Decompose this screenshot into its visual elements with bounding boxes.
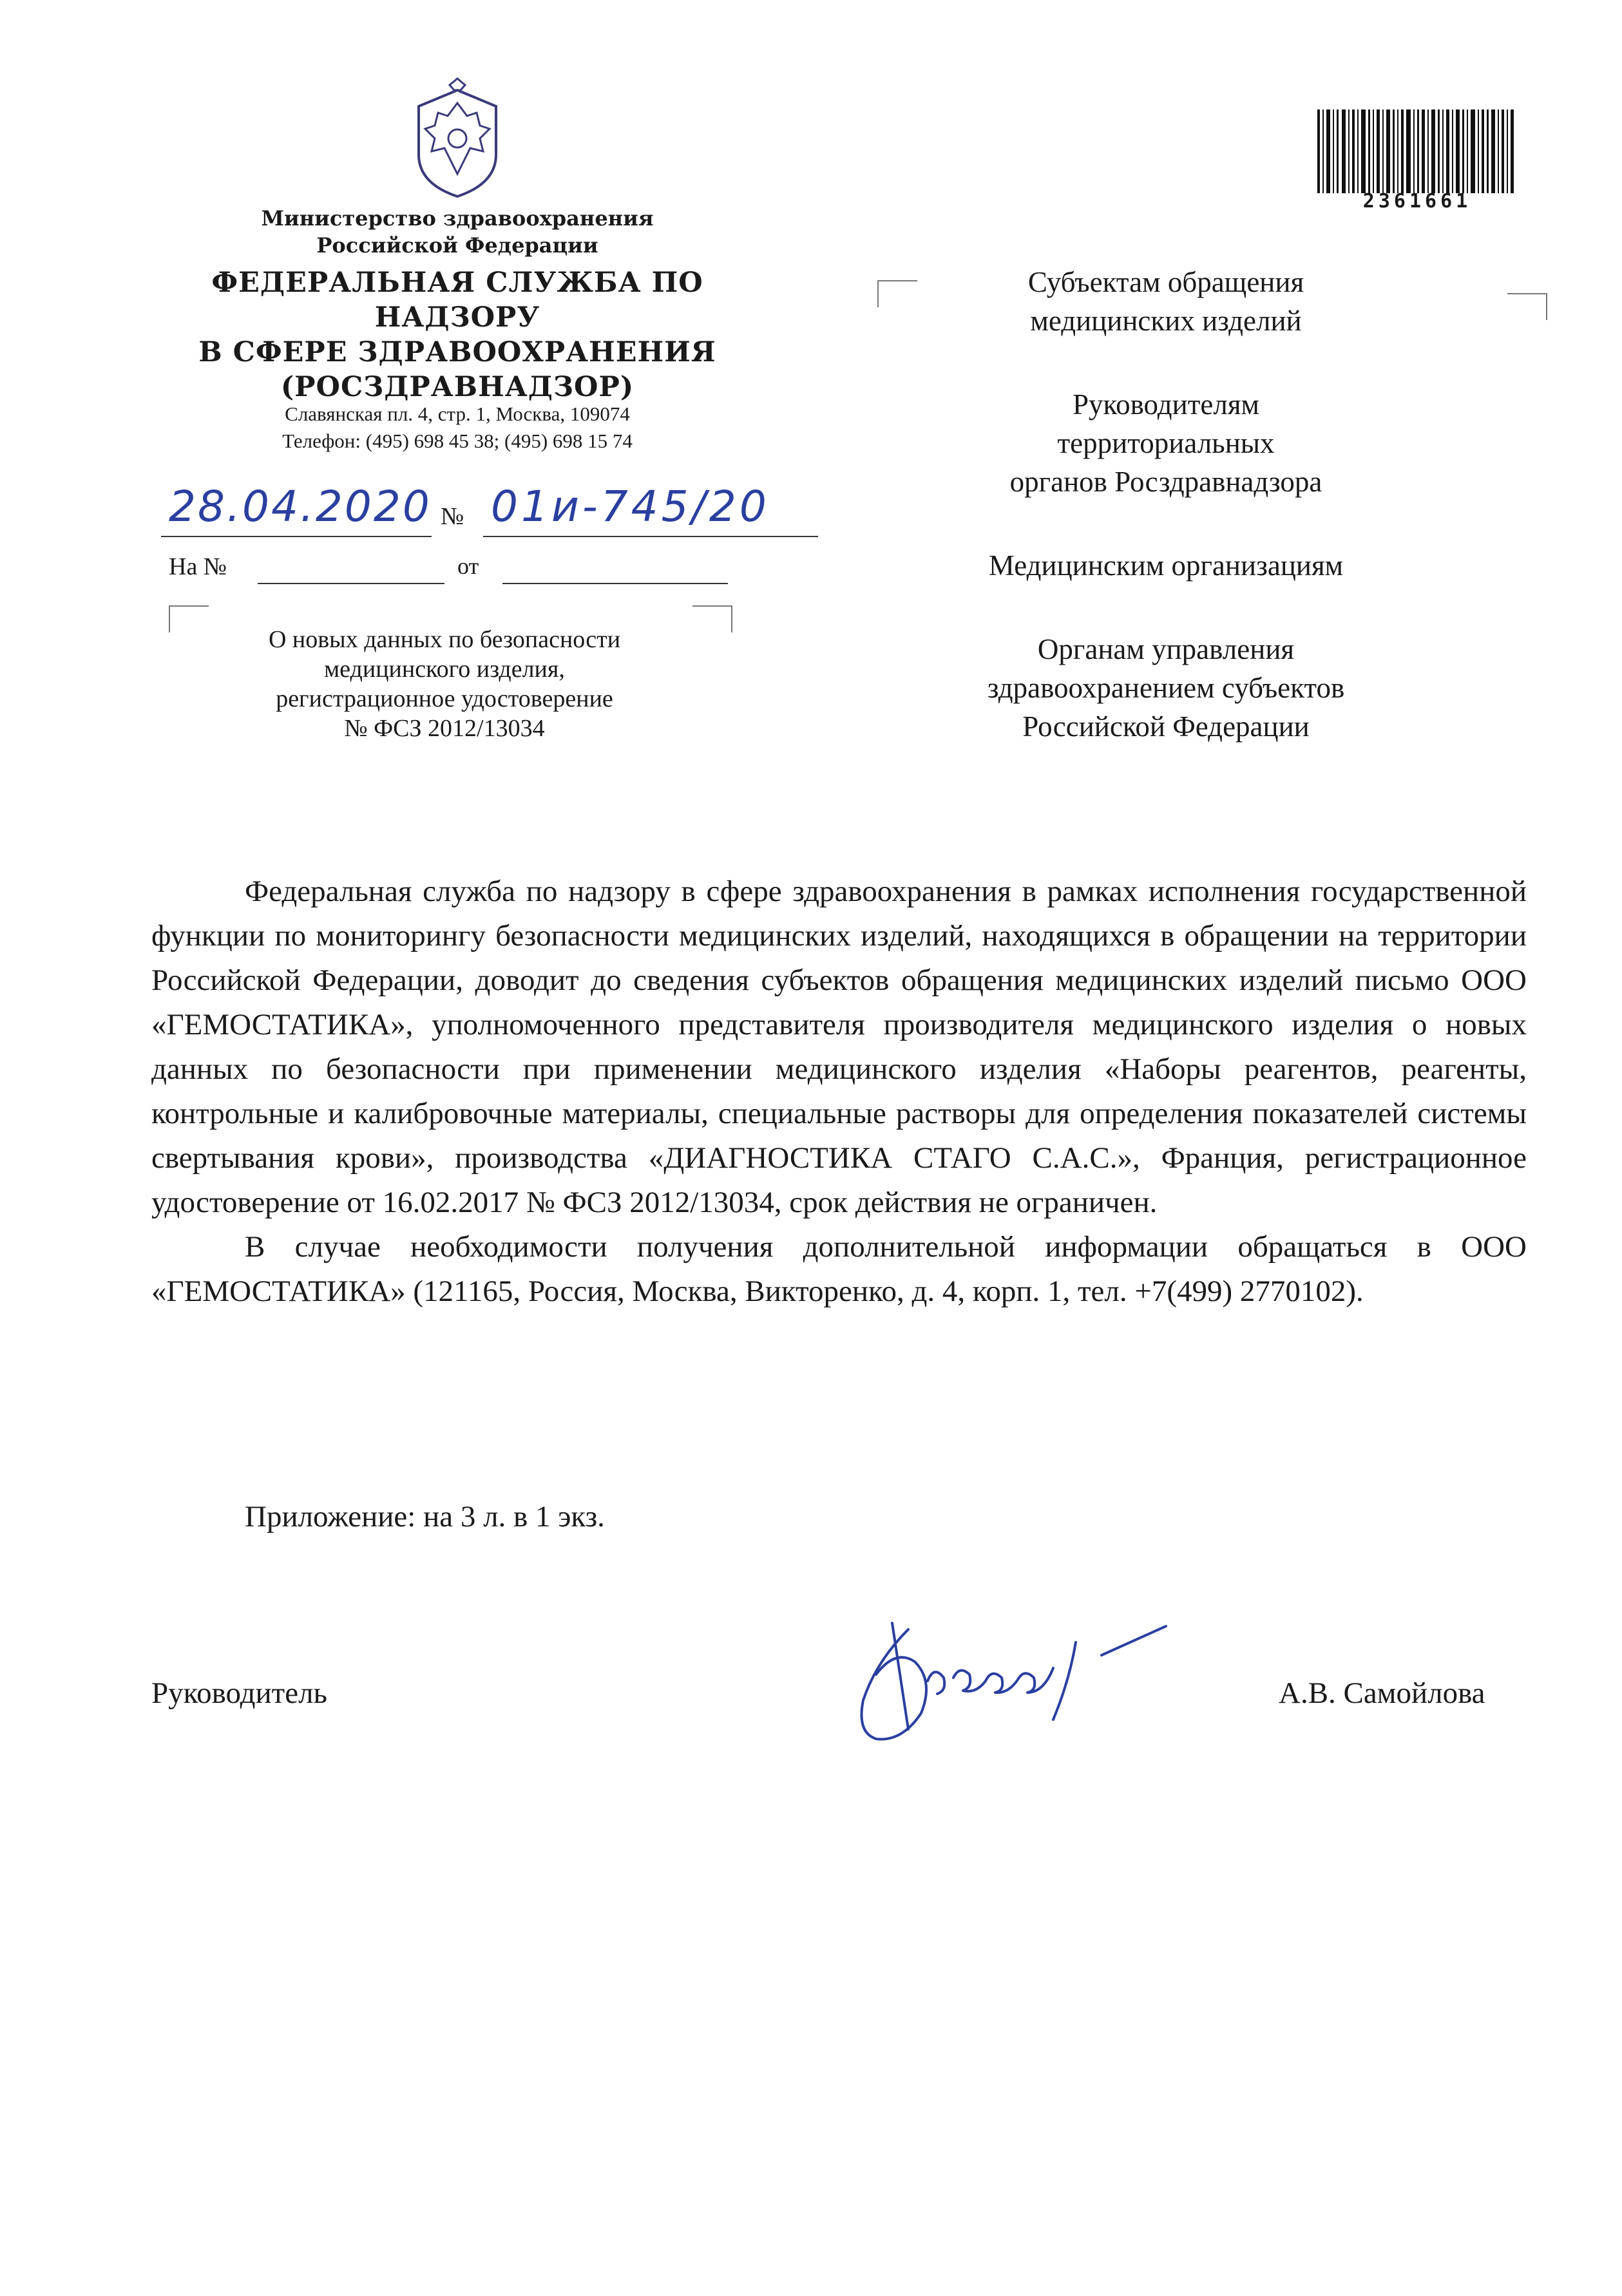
ministry-line-1: Министерство здравоохранения xyxy=(261,206,654,231)
service-name xyxy=(161,265,754,404)
barcode xyxy=(1317,109,1514,193)
registration-number: 01и-745/20 xyxy=(491,482,770,531)
address-line: Славянская пл. 4, стр. 1, Москва, 109074 xyxy=(285,403,630,425)
registration-date: 28.04.2020 xyxy=(169,482,432,531)
service-address xyxy=(193,401,721,455)
addressee-item xyxy=(889,385,1443,501)
barcode-number: 2361661 xyxy=(1362,190,1472,213)
addressee-item xyxy=(889,263,1443,340)
coat-of-arms-emblem xyxy=(399,77,515,200)
addressee-line: Медицинским организациям xyxy=(988,549,1344,582)
signatory-name: А.В. Самойлова xyxy=(1279,1676,1485,1710)
date-underline xyxy=(161,536,432,537)
signatory-title: Руководитель xyxy=(151,1676,327,1710)
reply-number-blank xyxy=(258,583,444,584)
service-line-3: (РОСЗДРАВНАДЗОР) xyxy=(280,371,634,403)
body-paragraph-1: Федеральная служба по надзору в сфере здравоохранения в рамках исполнения государственной функции по мониторингу безопасности медицинских изделий, находящихся в обращении на территории Российской Федерации, доводит до сведения субъектов обращения медицинских изделий письмо ООО «ГЕМОСТАТИКА», уполномоченного представителя производителя медицинского изделия о новых данных по безопасности при применении медицинского изделия «Наборы реагентов, реагенты, контрольные и калибровочные материалы, специальные растворы для определения показателей системы свертывания крови», производства «ДИАГНОСТИКА СТАГО С.А.С.», Франция, регистрационное удостоверение от 16.02.2017 № ФСЗ 2012/13034, срок действия не ограничен. xyxy=(151,875,1527,1219)
addressee-line: органов Росздравнадзора xyxy=(1009,466,1322,498)
addressee-item xyxy=(889,546,1443,585)
subject-line-2: медицинского изделия, xyxy=(324,656,565,683)
body-paragraph-2: В случае необходимости получения дополнительной информации обращаться в ООО «ГЕМОСТАТИКА» (121165, Россия, Москва, Викторенко, д. 4, корп. 1, тел. +7(499) 2770102). xyxy=(151,1230,1527,1308)
ministry-name xyxy=(245,205,670,259)
service-line-1: ФЕДЕРАЛЬНАЯ СЛУЖБА ПО НАДЗОРУ xyxy=(211,267,703,334)
addressee-corner-right xyxy=(1507,293,1547,320)
subject-line-4: № ФСЗ 2012/13034 xyxy=(344,715,545,742)
reply-to-label: На № xyxy=(169,553,227,580)
number-underline xyxy=(483,536,818,537)
subject-line-3: регистрационное удостоверение xyxy=(276,685,613,712)
from-label: от xyxy=(457,553,479,579)
service-line-2: В СФЕРЕ ЗДРАВООХРАНЕНИЯ xyxy=(198,336,716,368)
addressee-line: Органам управления xyxy=(1037,633,1295,665)
subject-line-1: О новых данных по безопасности xyxy=(268,626,621,653)
letter-body xyxy=(151,869,1527,1314)
attachment-note: Приложение: на 3 л. в 1 экз. xyxy=(245,1500,605,1533)
handwritten-signature xyxy=(831,1604,1205,1758)
reply-date-blank xyxy=(502,583,728,584)
addressee-line: Российской Федерации xyxy=(1022,710,1310,743)
addressee-line: медицинских изделий xyxy=(1030,305,1302,337)
addressee-line: Руководителям xyxy=(1073,388,1259,421)
addressee-line: территориальных xyxy=(1057,427,1275,459)
registration-number-label: № xyxy=(441,503,464,530)
addressee-line: здравоохранением субъектов xyxy=(987,672,1345,704)
letter-subject xyxy=(155,625,734,743)
phone-line: Телефон: (495) 698 45 38; (495) 698 15 74 xyxy=(282,430,633,452)
addressee-block xyxy=(889,263,1443,791)
addressee-item xyxy=(889,630,1443,746)
ministry-line-2: Российской Федерации xyxy=(316,233,598,258)
addressee-line: Субъектам обращения xyxy=(1027,266,1304,298)
